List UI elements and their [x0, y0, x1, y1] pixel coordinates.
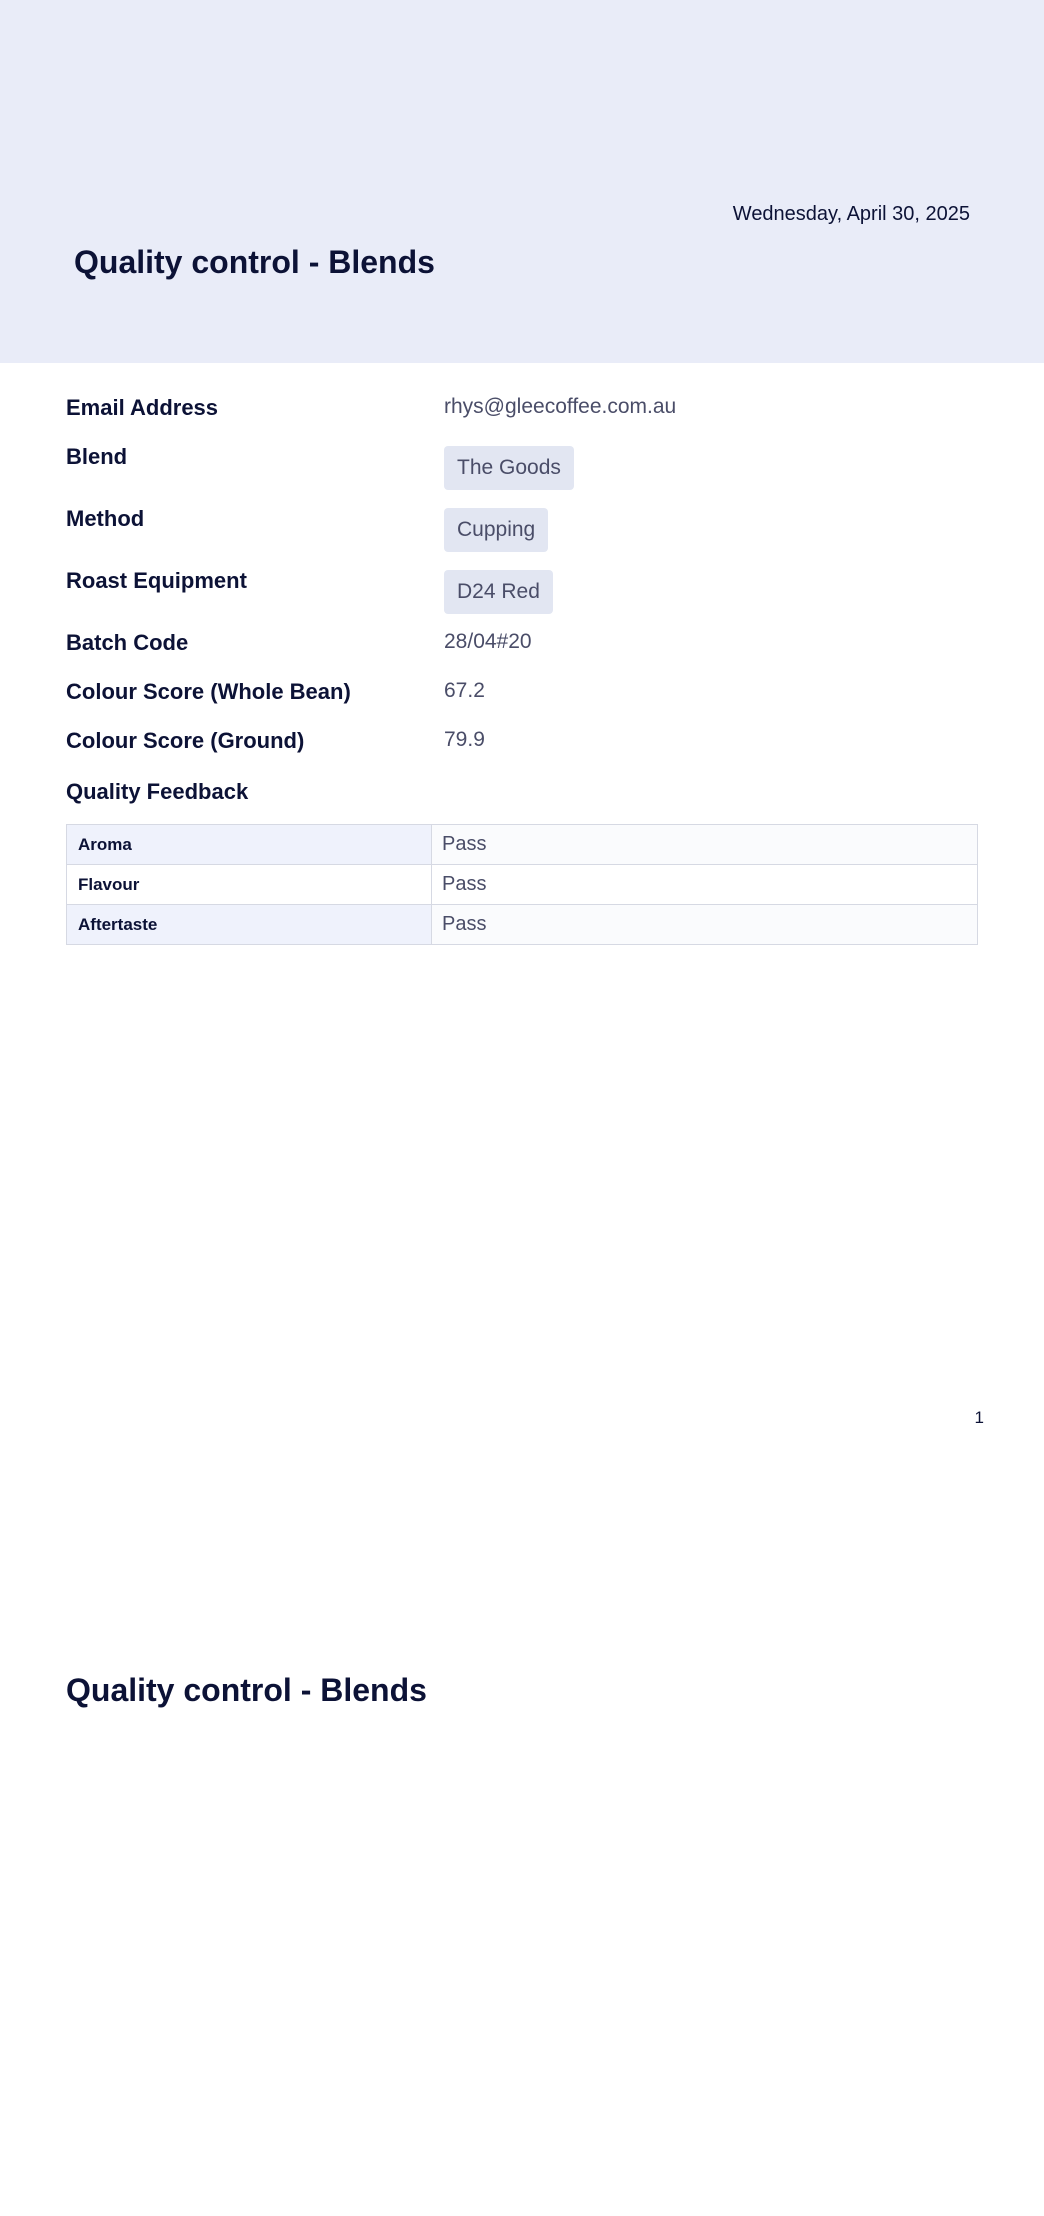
page-title: Quality control - Blends — [74, 244, 435, 280]
email-value: rhys@gleecoffee.com.au — [444, 395, 677, 418]
colour-ground-value: 79.9 — [444, 728, 485, 751]
colour-whole-value: 67.2 — [444, 679, 485, 702]
roast-equipment-label: Roast Equipment — [66, 568, 247, 593]
method-label: Method — [66, 506, 145, 531]
table-row — [67, 905, 978, 945]
email-label: Email Address — [66, 395, 219, 420]
table-row — [67, 865, 978, 905]
report-date: Wednesday, April 30, 2025 — [732, 203, 970, 225]
blend-chip: The Goods — [444, 446, 574, 490]
feedback-result: Pass — [432, 905, 978, 945]
colour-whole-label: Colour Score (Whole Bean) — [66, 679, 351, 704]
page-number: 1 — [974, 1408, 984, 1427]
batch-code-label: Batch Code — [66, 630, 189, 655]
quality-feedback-table — [66, 824, 978, 945]
quality-feedback-label: Quality Feedback — [66, 779, 249, 804]
roast-equipment-chip: D24 Red — [444, 570, 553, 614]
colour-ground-label: Colour Score (Ground) — [66, 728, 305, 753]
table-row — [67, 825, 978, 865]
feedback-result: Pass — [432, 825, 978, 865]
feedback-attribute: Flavour — [67, 865, 432, 905]
feedback-attribute: Aftertaste — [67, 905, 432, 945]
batch-code-value: 28/04#20 — [444, 630, 532, 653]
feedback-result: Pass — [432, 865, 978, 905]
method-chip: Cupping — [444, 508, 548, 552]
report-header — [0, 0, 1044, 363]
blend-label: Blend — [66, 444, 128, 469]
page-2-title: Quality control - Blends — [66, 1672, 427, 1708]
feedback-attribute: Aroma — [67, 825, 432, 865]
